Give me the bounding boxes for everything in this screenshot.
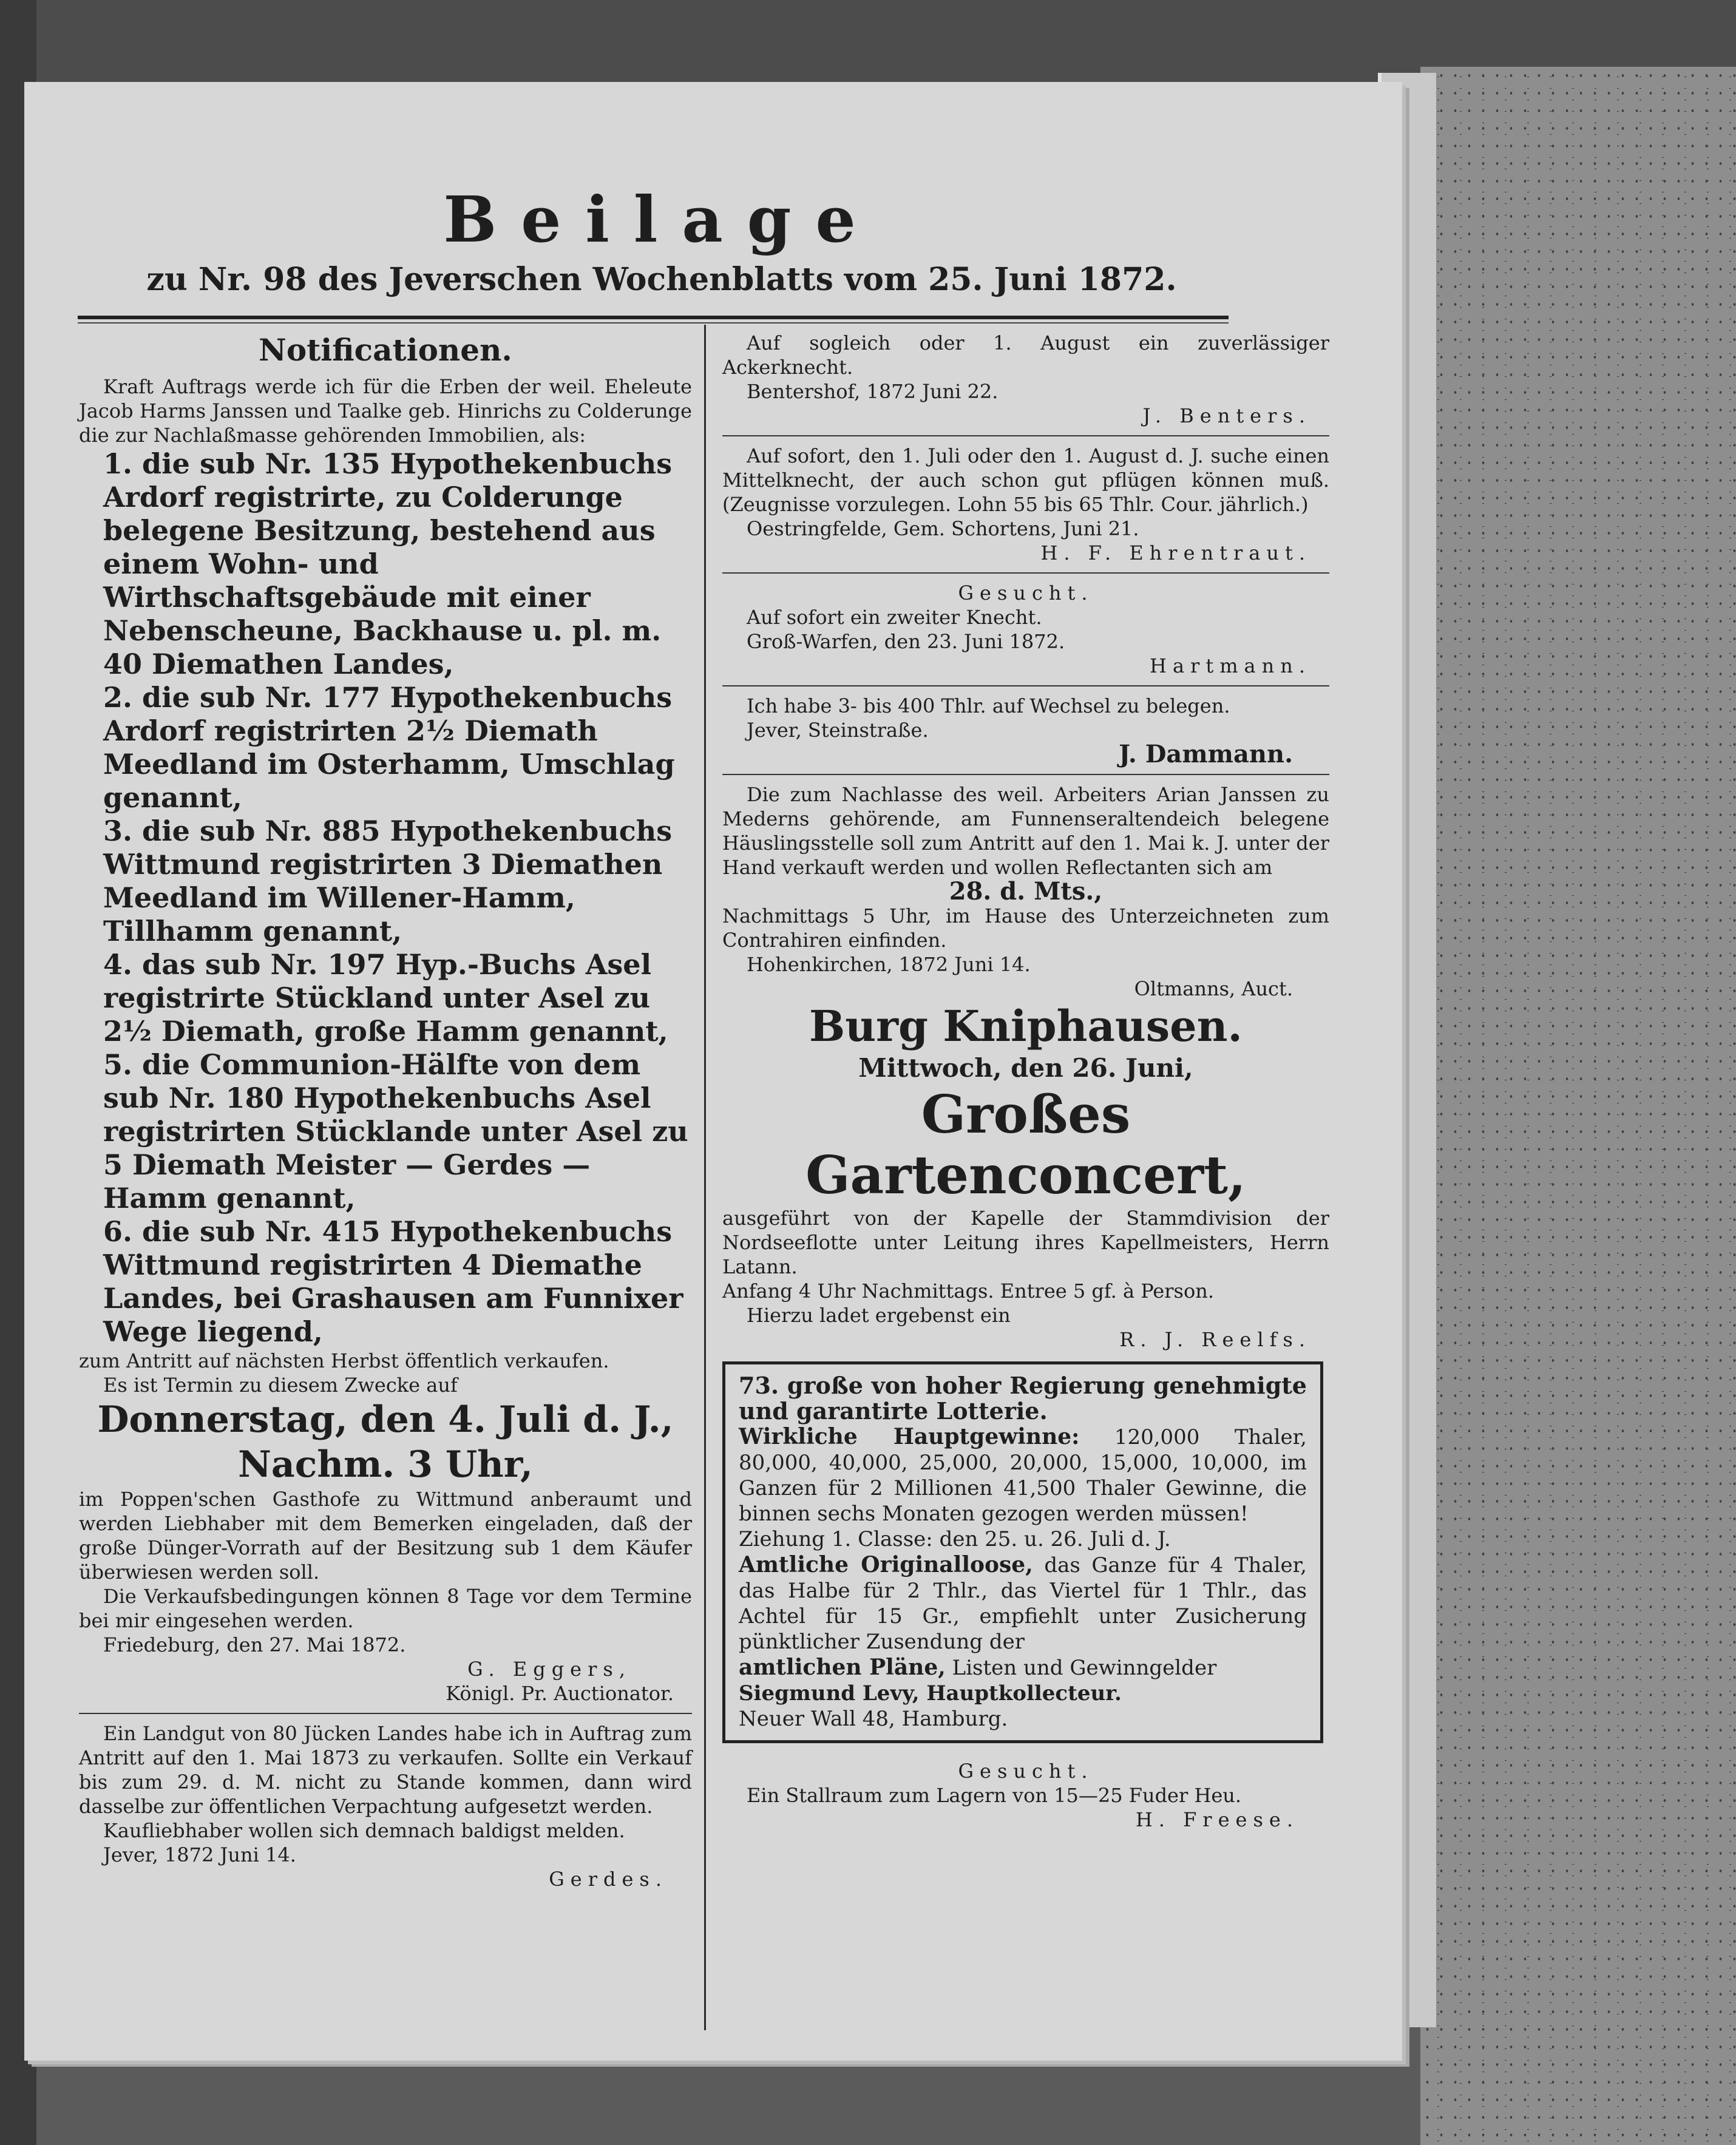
termin-intro: Es ist Termin zu diesem Zwecke auf <box>103 1374 458 1397</box>
auction-time: Nachm. 3 Uhr, <box>238 1443 533 1486</box>
page-subtitle: zu Nr. 98 des Jeverschen Wochenblatts vom 25. Juni 1872. <box>146 261 1177 298</box>
concert-signer: R. J. Reelfs. <box>1119 1328 1311 1351</box>
book-cover-speckled <box>1420 67 1736 2145</box>
lottery-originals-text: das Ganze für 4 Thaler, das Halbe für 2 Thlr., das Viertel für 1 Thlr., das Achtel für 15 Gr., empfiehlt unter Zusicherung pünktlicher Zusendung der <box>739 1553 1307 1654</box>
header-rule <box>78 316 1229 319</box>
landgut-place: Jever, 1872 Juni 14. <box>103 1843 296 1866</box>
concert-headline: Großes Gartenconcert, <box>805 1084 1246 1206</box>
ad-mittelknecht-text: Auf sofort, den 1. Juli oder den 1. August d. J. suche einen Mittelknecht, der auch schon gut pflügen können muß. (Zeugnisse vorzulegen. Lohn 55 bis 65 Thlr. Cour. jährlich.) <box>722 444 1329 516</box>
auction-details: im Poppen'schen Gasthofe zu Wittmund anberaumt und werden Liebhaber mit dem Bemerken eingeladen, daß der große Dünger-Vorrath auf der Besitzung sub 1 dem Käufer überwiesen werden soll. <box>79 1488 692 1584</box>
concert-title: Burg Kniphausen. <box>809 1001 1243 1051</box>
property-item-6: 6. die sub Nr. 415 Hypothekenbuchs Wittmund registrirten 4 Diemathe Landes, bei Grashausen am Funnixer Wege liegend, <box>103 1215 683 1348</box>
ad-wechsel-place: Jever, Steinstraße. <box>747 719 929 742</box>
property-item-1: 1. die sub Nr. 135 Hypothekenbuchs Ardorf registrirte, zu Colderunge belegene Besitzung, bestehend aus einem Wohn- und Wirthschaftsgebäude mit einer Nebenscheune, Backhause u. pl. m. 40 Diemathen Landes, <box>103 447 673 680</box>
ad-wechsel-text: Ich habe 3- bis 400 Thlr. auf Wechsel zu belegen. <box>747 694 1230 717</box>
property-item-3: 3. die sub Nr. 885 Hypothekenbuchs Wittmund registrirten 3 Diemathen Meedland im Willener-Hamm, Tillhamm genannt, <box>103 815 673 947</box>
ad-separator <box>722 774 1329 775</box>
newspaper-page <box>24 82 1402 2061</box>
lottery-ad-box <box>722 1361 1323 1743</box>
ad-knecht-heading: Gesucht. <box>958 581 1094 605</box>
ad-stallraum-text: Ein Stallraum zum Lagern von 15—25 Fuder Heu. <box>747 1784 1242 1807</box>
right-column <box>722 331 1329 1832</box>
notice-place-date: Friedeburg, den 27. Mai 1872. <box>103 1633 406 1656</box>
concert-text: ausgeführt von der Kapelle der Stammdivision der Nordseeflotte unter Leitung ihres Kapellmeisters, Herrn Latann. <box>722 1207 1329 1278</box>
ad-stallraum-heading: Gesucht. <box>958 1760 1094 1783</box>
ad-haeuslingsstelle-signer: Oltmanns, Auct. <box>1134 977 1293 1000</box>
ad-haeuslingsstelle-date: 28. d. Mts., <box>949 877 1103 906</box>
notifications-heading: Notificationen. <box>259 332 512 368</box>
column-divider <box>704 325 706 2030</box>
notice-signer: G. Eggers, <box>467 1658 631 1681</box>
ad-knecht-text: Auf sofort ein zweiter Knecht. <box>747 606 1042 629</box>
ad-ackerknecht-place: Bentershof, 1872 Juni 22. <box>747 380 999 403</box>
property-item-5: 5. die Communion-Hälfte von dem sub Nr. 180 Hypothekenbuchs Asel registrirten Stücklande unter Asel zu 5 Diemath Meister — Gerdes — Hamm genannt, <box>103 1048 688 1215</box>
concert-date: Mittwoch, den 26. Juni, <box>858 1053 1193 1083</box>
lottery-main-prizes: 120,000 Thaler, 80,000, 40,000, 25,000, 20,000, 15,000, 10,000, im Ganzen für 2 Millionen 41,500 Thaler Gewinne, die binnen sechs Monaten gezogen werden müssen! <box>739 1425 1307 1526</box>
lottery-originals-label: Amtliche Originalloose, <box>739 1552 1033 1577</box>
lottery-address: Neuer Wall 48, Hamburg. <box>739 1707 1008 1731</box>
ad-mittelknecht-place: Oestringfelde, Gem. Schortens, Juni 21. <box>747 517 1139 540</box>
property-item-4: 4. das sub Nr. 197 Hyp.-Buchs Asel registrirte Stückland unter Asel zu 2½ Diemath, große Hamm genannt, <box>103 948 668 1048</box>
ad-separator <box>722 572 1329 574</box>
landgut-text: Ein Landgut von 80 Jücken Landes habe ich in Auftrag zum Antritt auf den 1. Mai 1873 zu verkaufen. Sollte ein Verkauf bis zum 29. d. M. nicht zu Stande kommen, dann wird dasselbe zur öffentlichen Verpachtung aufgesetzt werden. <box>79 1722 692 1818</box>
ad-haeuslingsstelle-place: Hohenkirchen, 1872 Juni 14. <box>747 953 1031 976</box>
lottery-plans-text: Listen und Gewinngelder <box>952 1656 1217 1680</box>
property-item-2: 2. die sub Nr. 177 Hypothekenbuchs Ardorf registrirten 2½ Diemath Meedland im Osterhamm, Umschlag genannt, <box>103 681 675 814</box>
concert-invite: Hierzu ladet ergebenst ein <box>747 1304 1011 1327</box>
left-column <box>79 331 692 1891</box>
lottery-plans-label: amtlichen Pläne, <box>739 1655 946 1680</box>
sale-conditions: Die Verkaufsbedingungen können 8 Tage vor dem Termine bei mir eingesehen werden. <box>79 1585 692 1632</box>
ad-stallraum-signer: H. Freese. <box>1135 1808 1299 1831</box>
ad-ackerknecht-signer: J. Benters. <box>1142 404 1311 427</box>
masthead <box>24 182 1299 298</box>
lottery-main-label: Wirkliche Hauptgewinne: <box>739 1424 1080 1449</box>
page-title: Beilage <box>443 182 880 257</box>
sale-text: zum Antritt auf nächsten Herbst öffentlich verkaufen. <box>79 1349 609 1372</box>
ad-separator <box>722 685 1329 686</box>
ad-mittelknecht-signer: H. F. Ehrentraut. <box>1040 541 1311 564</box>
lottery-heading: 73. große von hoher Regierung genehmigte und garantirte Lotterie. <box>739 1372 1307 1425</box>
concert-start: Anfang 4 Uhr Nachmittags. Entree 5 gf. à Person. <box>722 1279 1214 1303</box>
landgut-signer: Gerdes. <box>549 1868 668 1891</box>
ad-haeuslingsstelle-text: Die zum Nachlasse des weil. Arbeiters Arian Janssen zu Mederns gehörende, am Funnenseraltendeich belegene Häuslingsstelle soll zum Antritt auf den 1. Mai k. J. unter der Hand verkauft werden und wollen Reflectanten sich am <box>722 783 1329 879</box>
ad-separator <box>722 435 1329 436</box>
ad-wechsel-signer: J. Dammann. <box>1119 740 1293 768</box>
lottery-signer: Siegmund Levy, Hauptkollecteur. <box>739 1681 1122 1706</box>
ad-haeuslingsstelle-text2: Nachmittags 5 Uhr, im Hause des Unterzeichneten zum Contrahiren einfinden. <box>722 904 1329 952</box>
landgut-call: Kaufliebhaber wollen sich demnach baldigst melden. <box>103 1819 625 1842</box>
ad-knecht-signer: Hartmann. <box>1150 654 1311 677</box>
notice-intro: Kraft Auftrags werde ich für die Erben der weil. Eheleute Jacob Harms Janssen und Taalke geb. Hinrichs zu Colderunge die zur Nachlaßmasse gehörenden Immobilien, als: <box>79 375 692 447</box>
ad-knecht-place: Groß-Warfen, den 23. Juni 1872. <box>747 630 1065 653</box>
lottery-draw: Ziehung 1. Classe: den 25. u. 26. Juli d. J. <box>739 1527 1171 1551</box>
ad-separator <box>79 1713 692 1714</box>
auction-date: Donnerstag, den 4. Juli d. J., <box>97 1398 674 1441</box>
header-rule-thin <box>78 322 1229 324</box>
notice-signer-title: Königl. Pr. Auctionator. <box>446 1682 674 1705</box>
ad-ackerknecht-text: Auf sogleich oder 1. August ein zuverlässiger Ackerknecht. <box>722 331 1329 379</box>
